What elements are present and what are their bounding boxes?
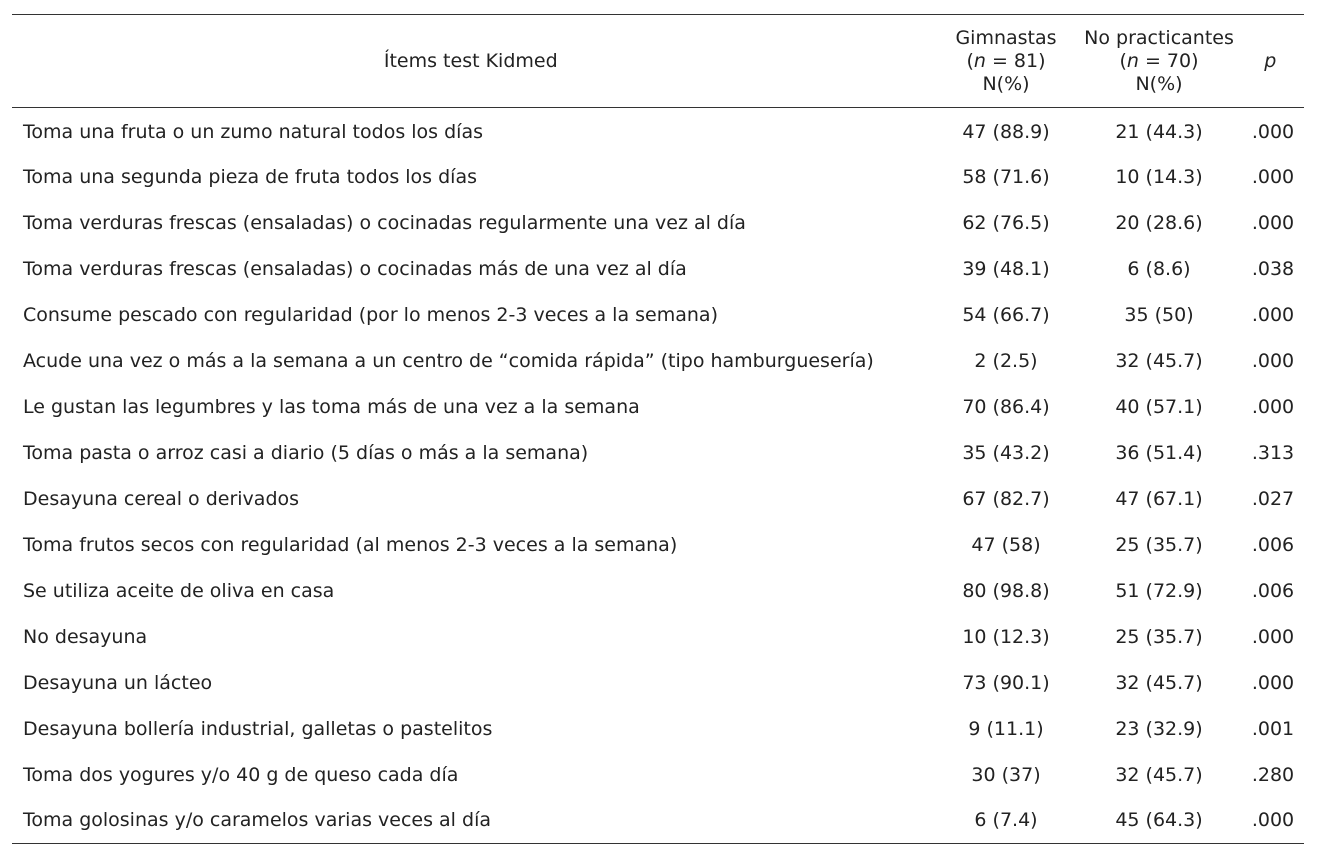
row-p-cell: .313 — [1251, 441, 1295, 464]
table-body — [12, 108, 1304, 844]
row-p-cell: .000 — [1251, 165, 1295, 188]
row-no-practicantes-cell: 51 (72.9) — [1115, 579, 1203, 602]
row-no-practicantes-cell: 32 (45.7) — [1115, 349, 1203, 372]
row-no-practicantes-cell: 36 (51.4) — [1115, 441, 1203, 464]
kidmed-table-container — [12, 14, 1304, 844]
row-item-cell: Desayuna cereal o derivados — [23, 487, 300, 510]
table-row — [12, 246, 1304, 292]
table-header — [12, 15, 1304, 108]
row-p-cell: .000 — [1251, 349, 1295, 372]
table-row — [12, 476, 1304, 522]
table-row — [12, 798, 1304, 844]
row-item-cell: Le gustan las legumbres y las toma más de una vez a la semana — [23, 395, 640, 418]
row-item-cell: Toma una segunda pieza de fruta todos los días — [23, 165, 478, 188]
row-no-practicantes-cell: 32 (45.7) — [1115, 671, 1203, 694]
header-no-practicantes-n-value: = 70) — [1138, 49, 1199, 72]
header-p — [1236, 15, 1304, 108]
table-row — [12, 338, 1304, 384]
row-gimnastas-cell: 2 (2.5) — [974, 349, 1038, 372]
table-row — [12, 752, 1304, 798]
row-gimnastas-cell: 70 (86.4) — [962, 395, 1050, 418]
row-gimnastas-cell: 10 (12.3) — [962, 625, 1050, 648]
row-no-practicantes-cell: 10 (14.3) — [1115, 165, 1203, 188]
row-item-cell: Consume pescado con regularidad (por lo menos 2-3 veces a la semana) — [23, 303, 718, 326]
row-no-practicantes-cell: 20 (28.6) — [1115, 211, 1203, 234]
table-row — [12, 660, 1304, 706]
kidmed-table — [12, 14, 1304, 844]
row-p-cell: .000 — [1251, 625, 1295, 648]
row-item-cell: Toma frutos secos con regularidad (al menos 2-3 veces a la semana) — [23, 533, 678, 556]
header-no-practicantes-name: No practicantes — [1084, 26, 1234, 49]
row-no-practicantes-cell: 25 (35.7) — [1115, 533, 1203, 556]
header-no-practicantes-unit: N(%) — [1135, 72, 1183, 95]
row-p-cell: .038 — [1251, 257, 1295, 280]
table-row — [12, 614, 1304, 660]
row-item-cell: Desayuna bollería industrial, galletas o pastelitos — [23, 717, 493, 740]
table-row — [12, 568, 1304, 614]
row-no-practicantes-cell: 32 (45.7) — [1115, 763, 1203, 786]
row-gimnastas-cell: 54 (66.7) — [962, 303, 1050, 326]
row-p-cell: .006 — [1251, 579, 1295, 602]
row-item-cell: Toma una fruta o un zumo natural todos los días — [23, 121, 483, 144]
row-p-cell: .000 — [1251, 671, 1295, 694]
row-item-cell: No desayuna — [23, 625, 148, 648]
header-no-practicantes-n-open: ( — [1119, 49, 1127, 72]
row-no-practicantes-cell: 35 (50) — [1124, 303, 1194, 326]
row-no-practicantes-cell: 23 (32.9) — [1115, 717, 1203, 740]
row-no-practicantes-cell: 6 (8.6) — [1127, 257, 1191, 280]
row-item-cell: Toma golosinas y/o caramelos varias veces al día — [12, 798, 930, 844]
row-p-cell: .006 — [1251, 533, 1295, 556]
header-gimnastas-unit: N(%) — [982, 72, 1030, 95]
row-p-cell: .000 — [1251, 395, 1295, 418]
header-gimnastas-name: Gimnastas — [955, 26, 1057, 49]
row-item-cell: Desayuna un lácteo — [23, 671, 213, 694]
row-no-practicantes-cell: 21 (44.3) — [1115, 121, 1203, 144]
row-p-cell: .280 — [1251, 763, 1295, 786]
header-no-practicantes-n — [1083, 50, 1236, 73]
row-p-cell: .027 — [1251, 487, 1295, 510]
row-gimnastas-cell: 62 (76.5) — [962, 211, 1050, 234]
table-row — [12, 384, 1304, 430]
header-p-label: p — [1264, 49, 1277, 72]
header-gimnastas-n-symbol: n — [973, 49, 986, 72]
table-row — [12, 522, 1304, 568]
row-p-cell: .000 — [1251, 211, 1295, 234]
row-item-cell: Toma verduras frescas (ensaladas) o cocinadas regularmente una vez al día — [23, 211, 746, 234]
row-no-practicantes-cell: 47 (67.1) — [1115, 487, 1203, 510]
row-gimnastas-cell: 58 (71.6) — [962, 165, 1050, 188]
row-no-practicantes-cell: 45 (64.3) — [1082, 798, 1236, 844]
row-p-cell: .000 — [1251, 121, 1295, 144]
row-no-practicantes-cell: 25 (35.7) — [1115, 625, 1203, 648]
row-item-cell: Toma dos yogures y/o 40 g de queso cada día — [23, 763, 459, 786]
row-gimnastas-cell: 9 (11.1) — [968, 717, 1044, 740]
table-row — [12, 200, 1304, 246]
row-gimnastas-cell: 80 (98.8) — [962, 579, 1050, 602]
row-p-cell: .000 — [1251, 303, 1295, 326]
header-row — [12, 15, 1304, 108]
header-gimnastas — [930, 15, 1082, 108]
table-row — [12, 430, 1304, 476]
table-row — [12, 292, 1304, 338]
table-row — [12, 706, 1304, 752]
header-gimnastas-n-open: ( — [966, 49, 974, 72]
header-no-practicantes-n-symbol: n — [1126, 49, 1139, 72]
table-row — [12, 154, 1304, 200]
row-gimnastas-cell: 73 (90.1) — [962, 671, 1050, 694]
row-gimnastas-cell: 47 (88.9) — [962, 121, 1050, 144]
row-item-cell: Se utiliza aceite de oliva en casa — [23, 579, 335, 602]
header-gimnastas-n-value: = 81) — [985, 49, 1046, 72]
row-p-cell: .000 — [1236, 798, 1304, 844]
header-gimnastas-n — [931, 50, 1082, 73]
row-gimnastas-cell: 39 (48.1) — [962, 257, 1050, 280]
row-gimnastas-cell: 67 (82.7) — [962, 487, 1050, 510]
row-gimnastas-cell: 30 (37) — [971, 763, 1041, 786]
row-item-cell: Toma verduras frescas (ensaladas) o cocinadas más de una vez al día — [23, 257, 687, 280]
table-row — [12, 108, 1304, 154]
row-gimnastas-cell: 6 (7.4) — [930, 798, 1082, 844]
header-items — [12, 15, 930, 108]
row-gimnastas-cell: 35 (43.2) — [962, 441, 1050, 464]
header-no-practicantes — [1082, 15, 1236, 108]
header-items-label: Ítems test Kidmed — [383, 49, 558, 72]
row-item-cell: Acude una vez o más a la semana a un centro de “comida rápida” (tipo hamburguesería) — [23, 349, 874, 372]
row-no-practicantes-cell: 40 (57.1) — [1115, 395, 1203, 418]
row-p-cell: .001 — [1251, 717, 1295, 740]
row-gimnastas-cell: 47 (58) — [971, 533, 1041, 556]
row-item-cell: Toma pasta o arroz casi a diario (5 días o más a la semana) — [23, 441, 589, 464]
